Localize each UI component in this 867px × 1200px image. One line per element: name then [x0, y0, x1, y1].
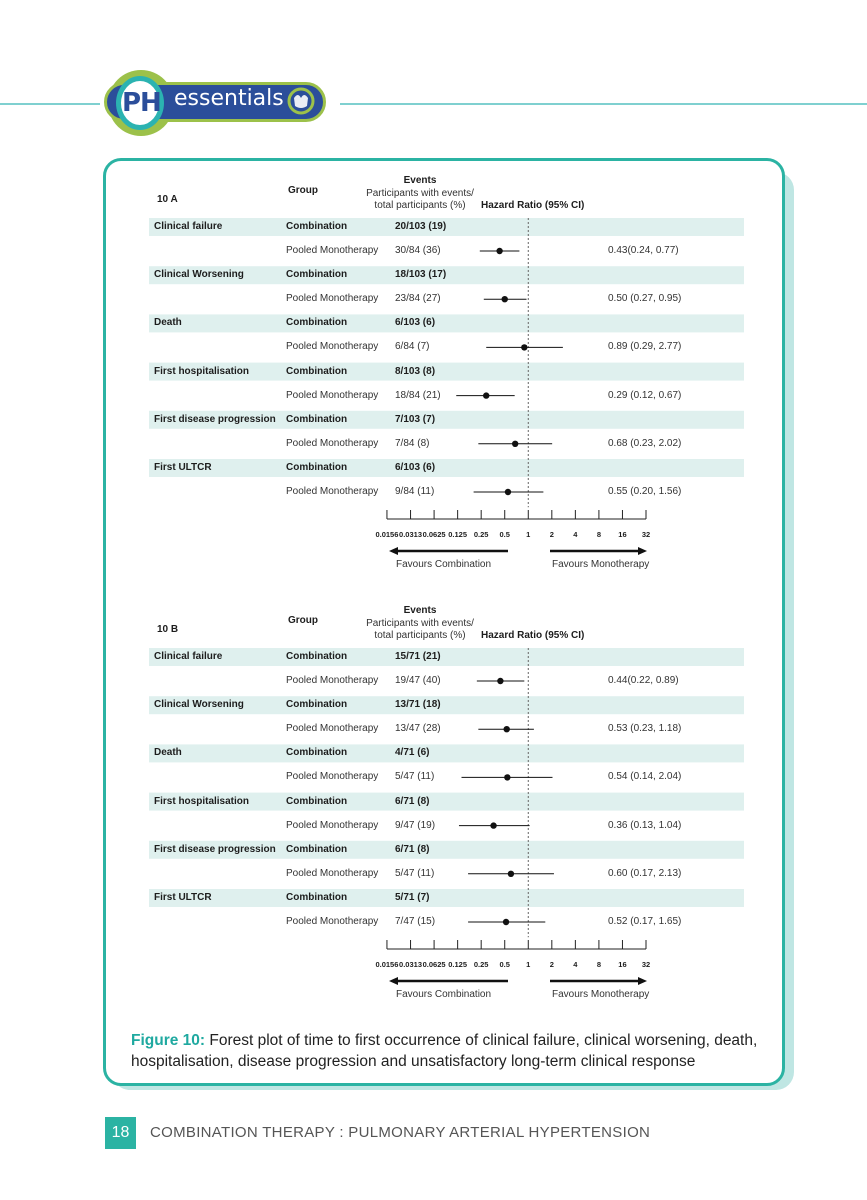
x-tick-label: 4	[573, 530, 578, 539]
hazard-ratio-value: 0.36 (0.13, 1.04)	[608, 819, 682, 831]
monotherapy-label: Pooled Monotherapy	[286, 245, 379, 256]
outcome-name: First ULTCR	[154, 892, 212, 903]
favours-combination-arrowhead	[389, 547, 398, 555]
events-subheader-1: Participants with events/	[366, 188, 474, 199]
header-rule-right	[340, 103, 867, 105]
monotherapy-label: Pooled Monotherapy	[286, 819, 379, 831]
hr-header: Hazard Ratio (95% CI)	[481, 200, 585, 211]
panel-label: 10 B	[157, 624, 179, 635]
outcome-name: First disease progression	[154, 843, 276, 855]
row-band	[149, 744, 744, 762]
hazard-ratio-value: 0.54 (0.14, 2.04)	[608, 771, 682, 783]
outcome-name: Clinical Worsening	[154, 269, 244, 281]
combination-label: Combination	[286, 365, 348, 377]
combination-events: 20/103 (19)	[395, 221, 447, 232]
row-band	[149, 218, 744, 236]
hr-point	[490, 822, 496, 828]
outcome-name: First disease progression	[154, 413, 276, 425]
combination-events: 7/103 (7)	[395, 413, 436, 425]
monotherapy-events: 13/47 (28)	[395, 723, 441, 735]
x-tick-label: 0.25	[473, 960, 489, 969]
x-tick-label: 32	[641, 960, 651, 969]
panel-label: 10 A	[157, 194, 178, 205]
header-rule-left	[0, 103, 100, 105]
forest-plot-10b	[0, 600, 867, 1020]
favours-monotherapy-label: Favours Monotherapy	[552, 989, 650, 1000]
monotherapy-label: Pooled Monotherapy	[286, 341, 379, 353]
combination-events: 6/71 (8)	[395, 843, 430, 855]
x-tick-label: 0.5	[499, 960, 510, 969]
hazard-ratio-value: 0.52 (0.17, 1.65)	[608, 916, 682, 927]
combination-label: Combination	[286, 221, 348, 232]
forest-plot-svg	[0, 170, 867, 590]
x-tick-label: 0.0156	[375, 960, 399, 969]
favours-combination-label: Favours Combination	[396, 989, 492, 1000]
outcome-name: First hospitalisation	[154, 795, 250, 807]
monotherapy-label: Pooled Monotherapy	[286, 723, 379, 735]
favours-monotherapy-arrowhead	[638, 977, 647, 985]
monotherapy-events: 6/84 (7)	[395, 341, 430, 353]
monotherapy-label: Pooled Monotherapy	[286, 389, 379, 401]
hazard-ratio-value: 0.89 (0.29, 2.77)	[608, 341, 682, 353]
hr-point	[504, 726, 510, 732]
row-band	[149, 648, 744, 666]
combination-events: 13/71 (18)	[395, 699, 441, 711]
x-tick-label: 16	[618, 960, 627, 969]
hr-header: Hazard Ratio (95% CI)	[481, 630, 585, 641]
combination-label: Combination	[286, 269, 348, 281]
row-band	[149, 314, 744, 332]
row-band	[149, 889, 744, 907]
figure-caption	[131, 1030, 771, 1072]
x-tick-label: 0.125	[448, 530, 468, 539]
monotherapy-label: Pooled Monotherapy	[286, 916, 379, 927]
outcome-name: Death	[154, 747, 182, 759]
monotherapy-events: 5/47 (11)	[395, 771, 435, 783]
outcome-name: Clinical failure	[154, 221, 223, 232]
combination-label: Combination	[286, 317, 348, 329]
globe-lungs-icon	[286, 86, 316, 116]
hazard-ratio-value: 0.29 (0.12, 0.67)	[608, 389, 682, 401]
hr-point	[502, 296, 508, 302]
outcome-name: First hospitalisation	[154, 365, 250, 377]
monotherapy-events: 18/84 (21)	[395, 389, 441, 401]
favours-combination-label: Favours Combination	[396, 559, 492, 570]
hazard-ratio-value: 0.44(0.22, 0.89)	[608, 675, 679, 686]
hazard-ratio-value: 0.55 (0.20, 1.56)	[608, 486, 682, 497]
monotherapy-events: 30/84 (36)	[395, 245, 441, 256]
combination-events: 8/103 (8)	[395, 365, 436, 377]
combination-label: Combination	[286, 651, 348, 662]
x-tick-label: 8	[596, 530, 601, 539]
x-tick-label: 32	[641, 530, 651, 539]
figure-label: Figure 10:	[131, 1032, 206, 1049]
group-header: Group	[288, 185, 318, 196]
favours-combination-arrowhead	[389, 977, 398, 985]
x-tick-label: 8	[596, 960, 601, 969]
hazard-ratio-value: 0.43(0.24, 0.77)	[608, 245, 679, 256]
hr-point	[508, 871, 514, 877]
combination-events: 6/103 (6)	[395, 462, 436, 473]
footer-title: COMBINATION THERAPY : PULMONARY ARTERIAL HYPERTENSION	[150, 1124, 651, 1141]
events-subheader-2: total participants (%)	[374, 200, 466, 211]
combination-label: Combination	[286, 462, 348, 473]
events-subheader-1: Participants with events/	[366, 618, 474, 629]
monotherapy-events: 7/47 (15)	[395, 916, 436, 927]
combination-label: Combination	[286, 843, 348, 855]
x-tick-label: 0.0625	[422, 960, 446, 969]
ph-essentials-logo	[100, 70, 330, 142]
combination-events: 15/71 (21)	[395, 651, 441, 662]
events-header: Events	[403, 175, 437, 186]
outcome-name: Death	[154, 317, 182, 329]
hazard-ratio-value: 0.53 (0.23, 1.18)	[608, 723, 682, 735]
combination-label: Combination	[286, 413, 348, 425]
hr-point	[504, 774, 510, 780]
hazard-ratio-value: 0.50 (0.27, 0.95)	[608, 293, 682, 305]
monotherapy-events: 9/47 (19)	[395, 819, 436, 831]
hr-point	[521, 344, 527, 350]
monotherapy-label: Pooled Monotherapy	[286, 486, 379, 497]
monotherapy-label: Pooled Monotherapy	[286, 675, 379, 686]
outcome-name: Clinical failure	[154, 651, 223, 662]
x-tick-label: 0.0625	[422, 530, 446, 539]
x-tick-label: 0.0156	[375, 530, 399, 539]
monotherapy-events: 5/47 (11)	[395, 867, 435, 879]
x-tick-label: 0.5	[499, 530, 510, 539]
page-number: 18	[105, 1117, 136, 1149]
favours-monotherapy-label: Favours Monotherapy	[552, 559, 650, 570]
hr-point	[512, 441, 518, 447]
x-tick-label: 0.25	[473, 530, 489, 539]
combination-events: 6/103 (6)	[395, 317, 436, 329]
forest-plot-svg	[0, 600, 867, 1020]
monotherapy-events: 23/84 (27)	[395, 293, 441, 305]
combination-events: 5/71 (7)	[395, 892, 430, 903]
combination-events: 4/71 (6)	[395, 747, 430, 759]
hr-point	[505, 489, 511, 495]
logo-ph-text: PH	[122, 88, 161, 118]
group-header: Group	[288, 615, 318, 626]
combination-label: Combination	[286, 795, 348, 807]
x-tick-label: 0.125	[448, 960, 468, 969]
logo-essentials-text: essentials	[174, 86, 284, 111]
hr-point	[503, 919, 509, 925]
outcome-name: First ULTCR	[154, 462, 212, 473]
combination-events: 6/71 (8)	[395, 795, 430, 807]
events-header: Events	[403, 605, 437, 616]
hazard-ratio-value: 0.68 (0.23, 2.02)	[608, 437, 682, 449]
monotherapy-label: Pooled Monotherapy	[286, 771, 379, 783]
x-tick-label: 16	[618, 530, 627, 539]
combination-events: 18/103 (17)	[395, 269, 447, 281]
hr-point	[496, 248, 502, 254]
x-tick-label: 2	[549, 530, 554, 539]
monotherapy-events: 7/84 (8)	[395, 437, 430, 449]
forest-plot-10a	[0, 170, 867, 590]
x-tick-label: 1	[526, 960, 531, 969]
monotherapy-events: 19/47 (40)	[395, 675, 441, 686]
hazard-ratio-value: 0.60 (0.17, 2.13)	[608, 867, 682, 879]
x-tick-label: 0.0313	[399, 530, 422, 539]
combination-label: Combination	[286, 892, 348, 903]
x-tick-label: 2	[549, 960, 554, 969]
outcome-name: Clinical Worsening	[154, 699, 244, 711]
monotherapy-events: 9/84 (11)	[395, 486, 435, 497]
favours-monotherapy-arrowhead	[638, 547, 647, 555]
x-tick-label: 4	[573, 960, 578, 969]
combination-label: Combination	[286, 747, 348, 759]
combination-label: Combination	[286, 699, 348, 711]
monotherapy-label: Pooled Monotherapy	[286, 867, 379, 879]
hr-point	[483, 392, 489, 398]
monotherapy-label: Pooled Monotherapy	[286, 437, 379, 449]
hr-point	[497, 678, 503, 684]
monotherapy-label: Pooled Monotherapy	[286, 293, 379, 305]
caption-text: Forest plot of time to first occurrence of clinical failure, clinical worsening, death, hospitalisation, disease progression and unsatisfactory long-term clinical response	[131, 1032, 758, 1070]
row-band	[149, 459, 744, 477]
x-tick-label: 1	[526, 530, 531, 539]
x-tick-label: 0.0313	[399, 960, 422, 969]
events-subheader-2: total participants (%)	[374, 630, 466, 641]
